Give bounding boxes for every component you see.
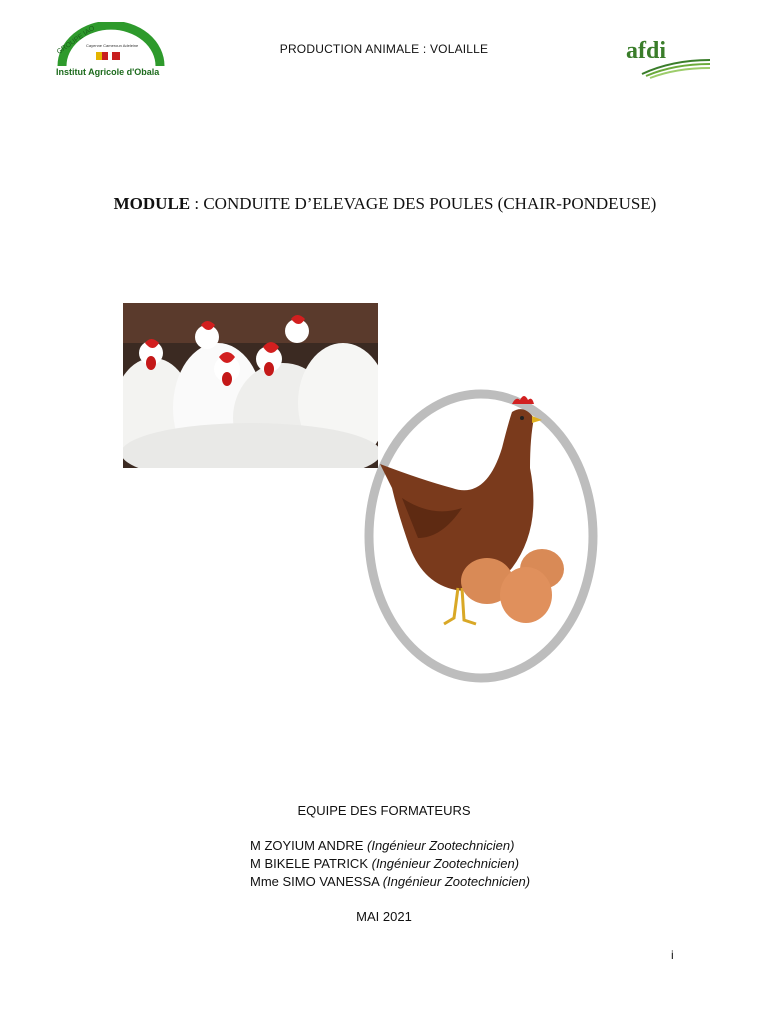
page-header-title: PRODUCTION ANIMALE : VOLAILLE [279,42,489,56]
team-member [250,874,530,889]
team-heading: EQUIPE DES FORMATEURS [297,803,471,818]
logo-arc-text: GROUPE IAO [55,24,97,56]
team-member [250,856,519,871]
module-title-text: : CONDUITE D’ELEVAGE DES POULES (CHAIR-PONDEUSE) [190,194,657,213]
white-hens-photo [123,303,378,468]
member-role: (Ingénieur Zootechnicien) [371,856,520,871]
afdi-logo [624,30,714,80]
module-label: MODULE [113,194,191,213]
member-name: M ZOYIUM ANDRE [250,838,368,853]
brown-hen-with-eggs-image [362,388,600,684]
member-role: (Ingénieur Zootechnicien) [367,838,515,853]
member-name: M BIKELE PATRICK [250,856,372,871]
member-role: (Ingénieur Zootechnicien) [382,874,531,889]
publication-date: MAI 2021 [356,909,412,924]
module-title [0,194,768,214]
member-name: Mme SIMO VANESSA [250,874,383,889]
logo-tagline: Cayenne Cameroun Adeleine [86,43,139,48]
logo-institute-name: Institut Agricole d'Obala [56,67,160,77]
page-number: i [671,948,674,962]
team-member [250,838,514,853]
afdi-logo-text: afdi [626,38,667,64]
